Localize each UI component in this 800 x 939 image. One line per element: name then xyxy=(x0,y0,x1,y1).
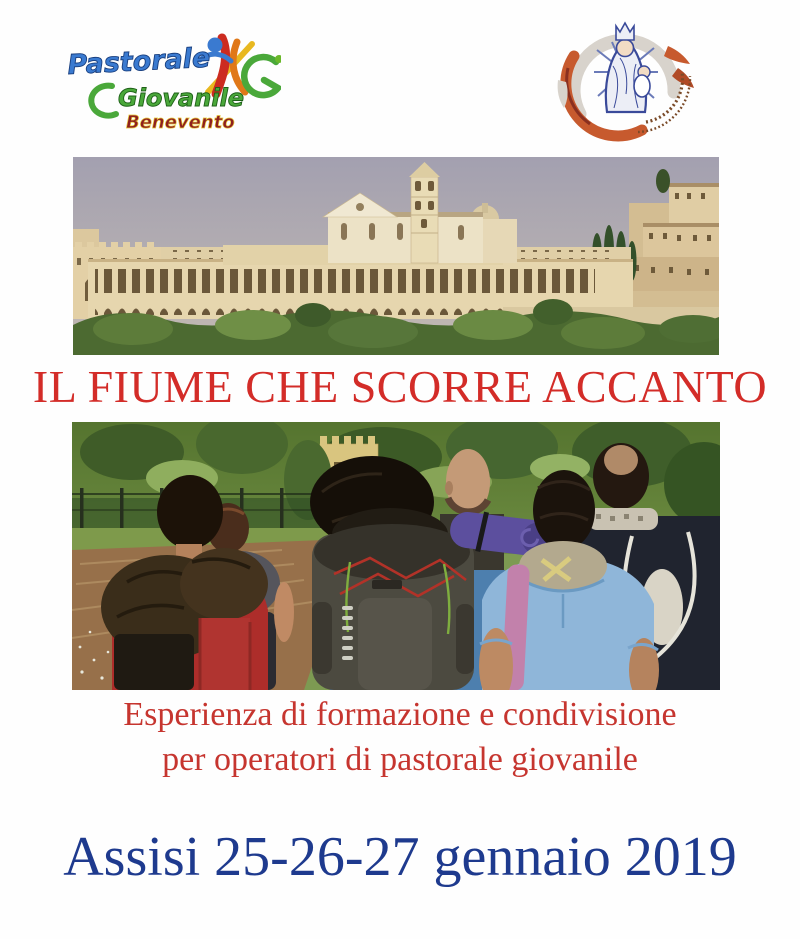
event-subtitle xyxy=(0,692,800,782)
pg-logo-g-swirl xyxy=(91,86,116,116)
pg-logo-word-pastorale: Pastorale xyxy=(66,42,212,81)
pg-logo-graphic xyxy=(66,30,281,138)
madonna-emblem-logo xyxy=(550,10,708,146)
pilgrims-photo xyxy=(72,422,720,690)
subtitle-line-1: Esperienza di formazione e condivisione xyxy=(123,696,677,733)
crown-icon xyxy=(616,23,634,40)
madonna-emblem-graphic xyxy=(550,10,708,146)
subtitle-line-2: per operatori di pastorale giovanile xyxy=(162,741,638,778)
pg-logo-word-giovanile: Giovanile xyxy=(118,84,245,112)
page-title: IL FIUME CHE SCORRE ACCANTO xyxy=(32,361,768,412)
assisi-panorama-photo xyxy=(73,157,719,355)
event-date: Assisi 25-26-27 gennaio 2019 xyxy=(63,826,737,888)
pastorale-giovanile-benevento-logo xyxy=(66,30,281,138)
pg-logo-word-benevento: Benevento xyxy=(126,112,235,133)
